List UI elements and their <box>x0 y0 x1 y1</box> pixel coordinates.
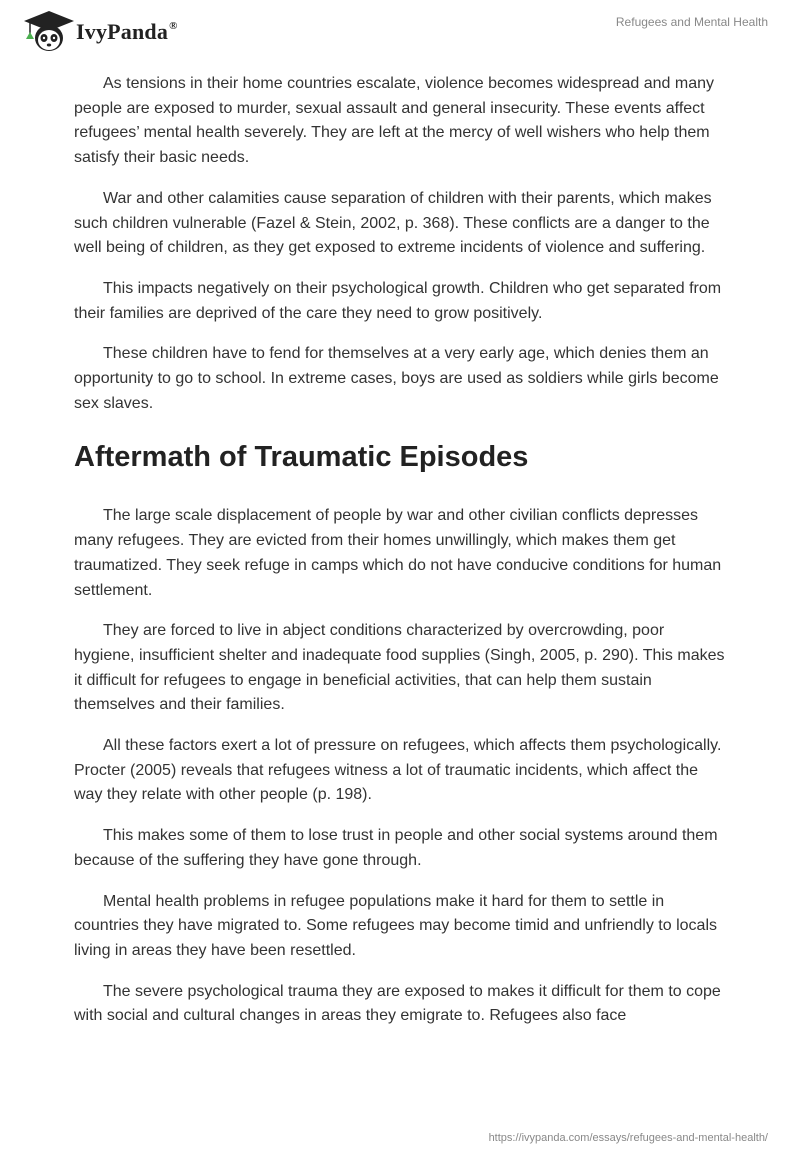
page-header <box>0 0 800 60</box>
paragraph: This impacts negatively on their psychological growth. Children who get separated from their families are deprived of the care they need to grow positively. <box>74 279 722 322</box>
section-heading: Aftermath of Traumatic Episodes <box>74 441 529 474</box>
paragraph: They are forced to live in abject conditions characterized by overcrowding, poor hygiene, insufficient shelter and inadequate food supplies (Singh, 2005, p. 290). This makes it difficult for refugees to engage in beneficial activities, that can help them sustain themselves and their families. <box>74 622 725 714</box>
paragraph: This makes some of them to lose trust in people and other social systems around them because of the suffering they have gone through. <box>74 827 718 869</box>
paragraph: All these factors exert a lot of pressure on refugees, which affects them psychologically. Procter (2005) reveals that refugees witness a lot of traumatic incidents, which affect the way they relate with other people (p. 198). <box>74 737 722 804</box>
logo-wordmark <box>76 19 178 45</box>
ivypanda-logo[interactable] <box>14 8 178 54</box>
essay-body <box>74 72 726 1045</box>
logo-text: IvyPanda <box>76 19 169 44</box>
paragraph: These children have to fend for themselves at a very early age, which denies them an opportunity to go to school. In extreme cases, boys are used as soldiers while girls become sex slaves. <box>74 345 719 412</box>
paragraph: Mental health problems in refugee populations make it hard for them to settle in countries they have migrated to. Some refugees may become timid and unfriendly to locals living in areas they have been resettled. <box>74 892 717 959</box>
document-title: Refugees and Mental Health <box>615 15 768 29</box>
registered-mark: ® <box>169 20 178 32</box>
paragraph: The severe psychological trauma they are exposed to makes it difficult for them to cope with social and cultural changes in areas they emigrate to. Refugees also face <box>74 982 721 1025</box>
panda-graduate-icon <box>14 8 74 54</box>
source-url[interactable]: https://ivypanda.com/essays/refugees-and-mental-health/ <box>488 1132 768 1144</box>
paragraph: The large scale displacement of people by war and other civilian conflicts depresses many refugees. They are evicted from their homes unwillingly, which makes them get traumatized. They seek refuge in camps which do not have conducive conditions for human settlement. <box>74 507 722 599</box>
paragraph: As tensions in their home countries escalate, violence becomes widespread and many people are exposed to murder, sexual assault and general insecurity. These events affect refugees’ mental health severely. They are left at the mercy of well wishers who help them satisfy their basic needs. <box>74 75 714 167</box>
paragraph: War and other calamities cause separation of children with their parents, which makes such children vulnerable (Fazel & Stein, 2002, p. 368). These conflicts are a danger to the well being of children, as they get exposed to extreme incidents of violence and suffering. <box>74 189 712 257</box>
